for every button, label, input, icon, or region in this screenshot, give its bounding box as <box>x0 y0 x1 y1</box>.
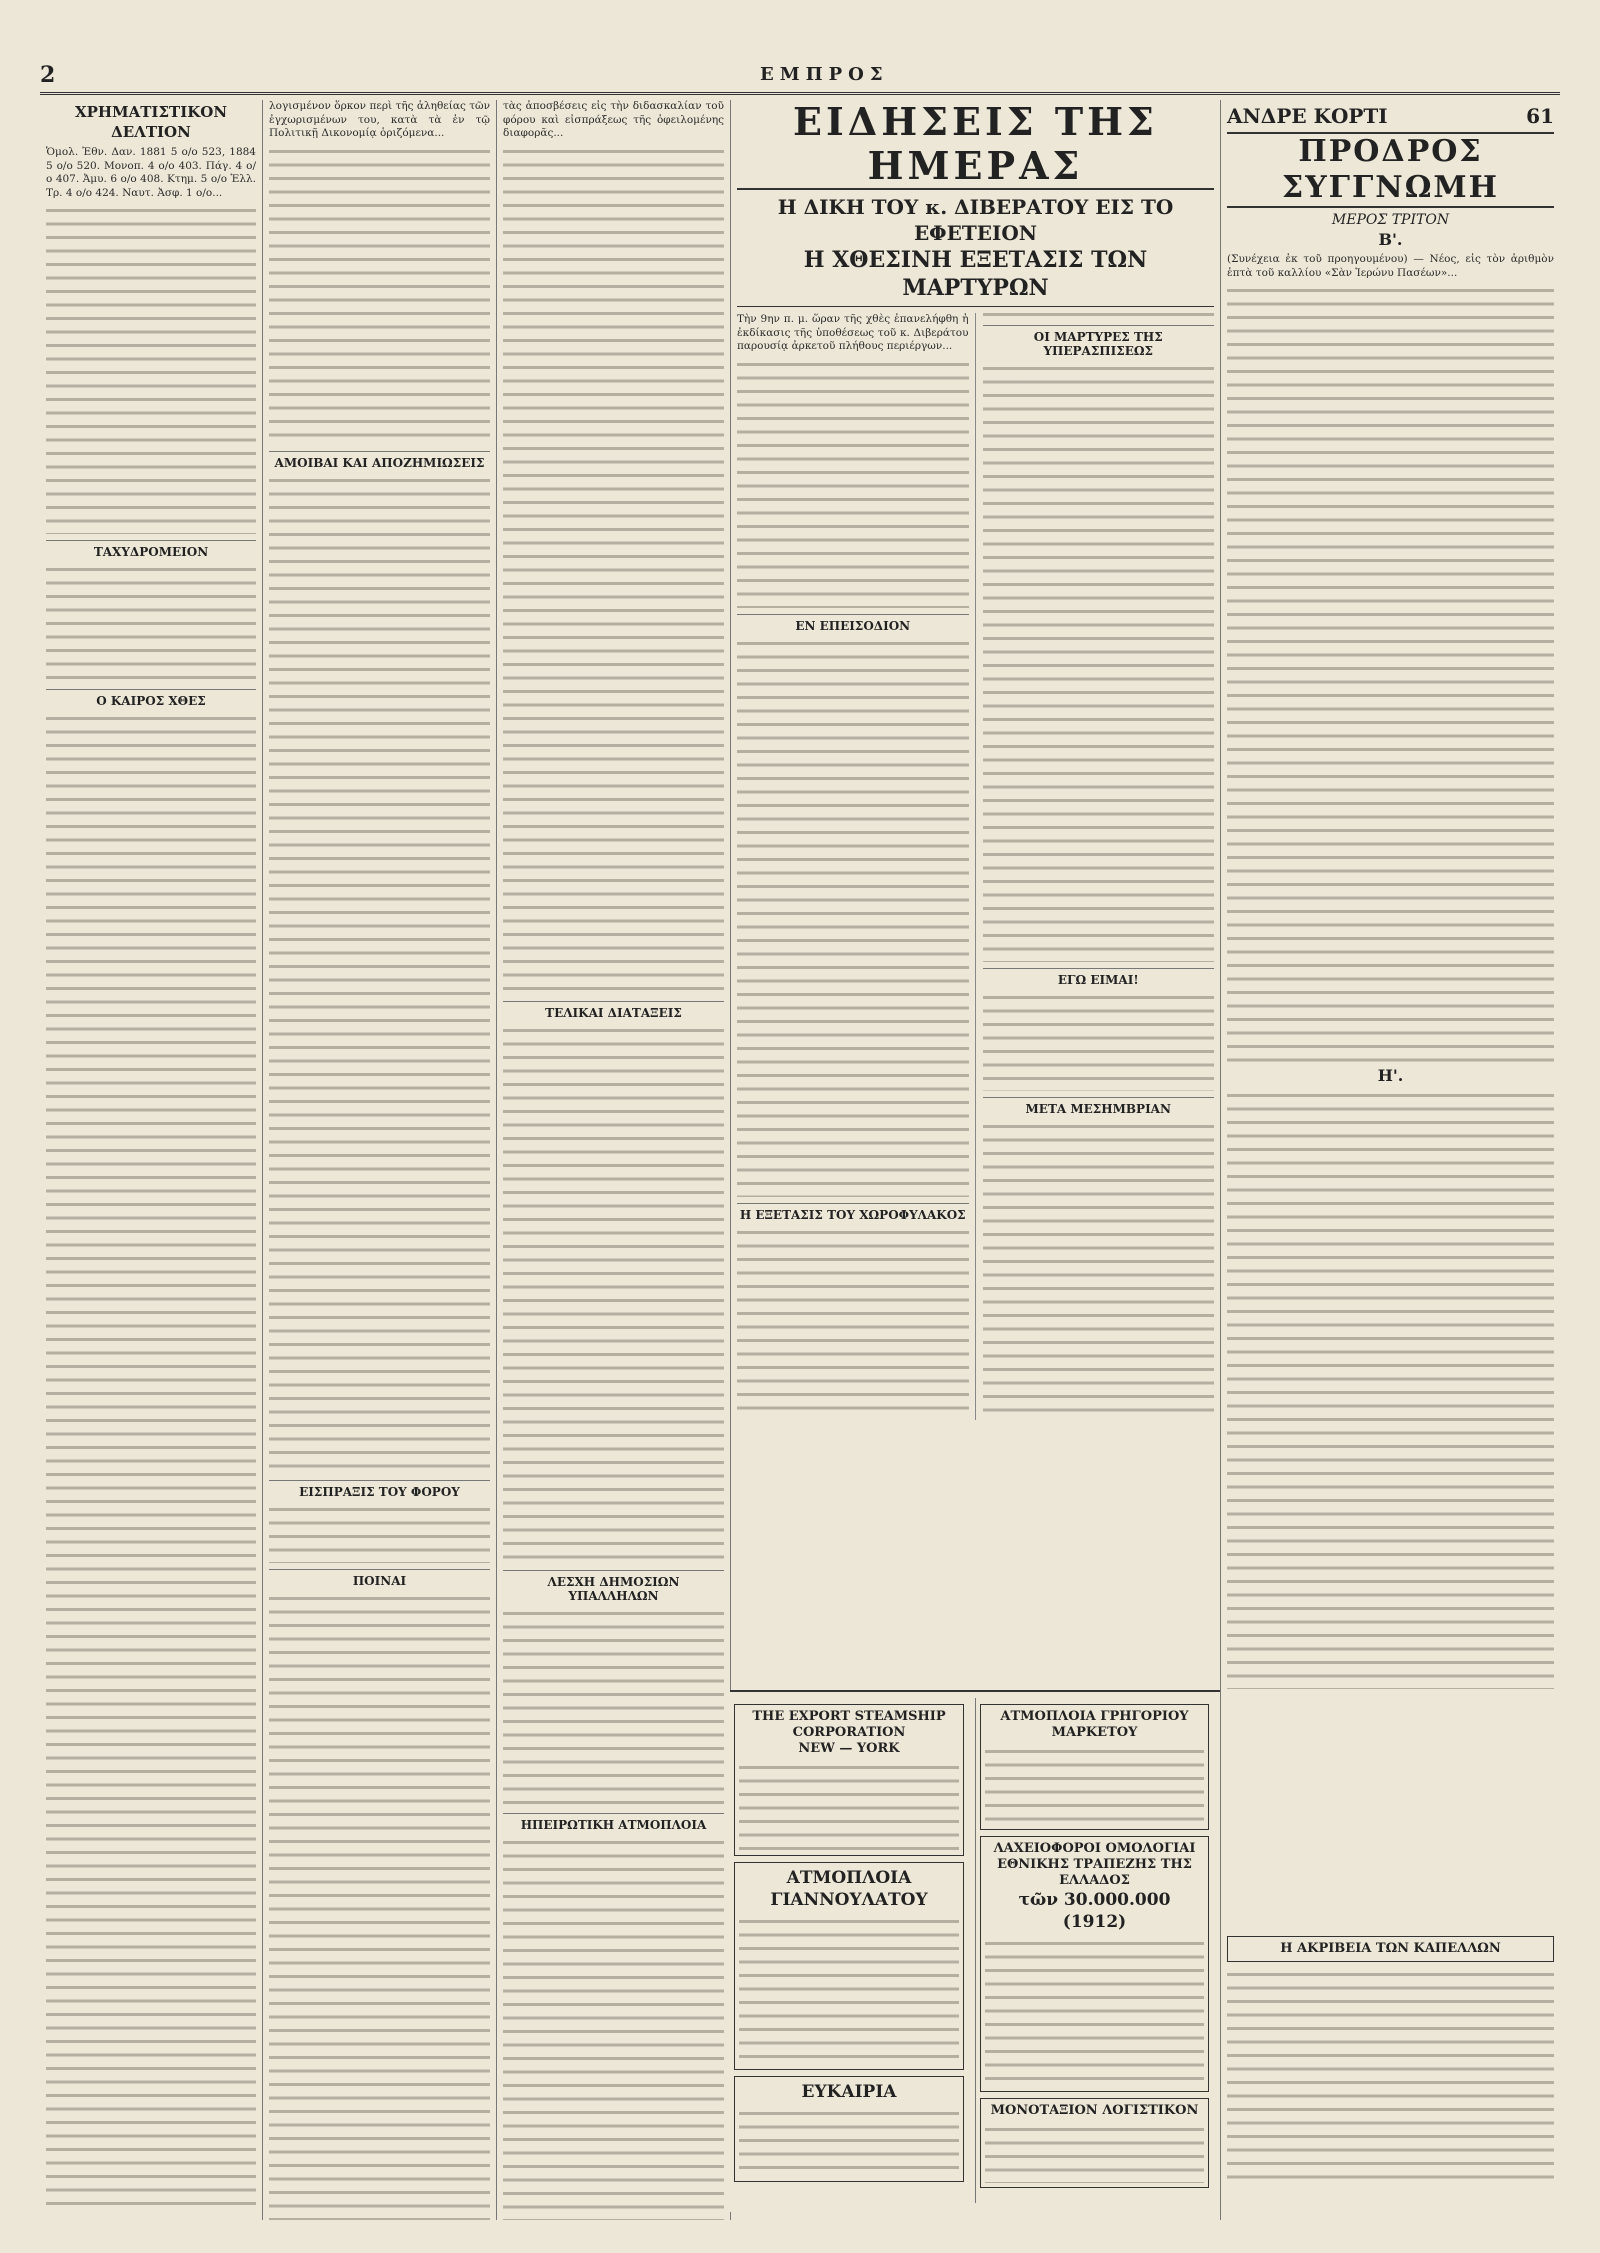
giannoulatos-body <box>739 1915 959 2065</box>
fees-heading: ΑΜΟΙΒΑΙ ΚΑΙ ΑΠΟΖΗΜΙΩΣΕΙΣ <box>269 451 490 470</box>
news-article <box>737 313 1214 1420</box>
opportunity-ad <box>734 2076 964 2182</box>
news-of-the-day-headline: ΕΙΔΗΣΕΙΣ ΤΗΣ ΗΜΕΡΑΣ <box>737 100 1214 190</box>
law-text-2-intro: τὰς ἀποσβέσεις εἰς τὴν διδασκαλίαν τοῦ φόρου καὶ εἰσπράξεως τῆς ὀφειλομένης διαφορᾶς... <box>503 100 724 139</box>
law2-body-3 <box>503 1607 724 1807</box>
giannoulatos-title: ΑΤΜΟΠΛΟΙΑ ΓΙΑΝΝΟΥΛΑΤΟΥ <box>770 1868 928 1910</box>
trial-headline: Η ΔΙΚΗ ΤΟΥ κ. ΔΙΒΕΡΑΤΟΥ ΕΙΣ ΤΟ ΕΦΕΤΕΙΟΝ <box>777 195 1174 245</box>
witness-examination-headline: Η ΧΘΕΣΙΝΗ ΕΞΕΤΑΣΙΣ ΤΩΝ ΜΑΡΤΥΡΩΝ <box>737 246 1214 307</box>
law2-body-4 <box>503 1836 724 2221</box>
afternoon-heading: ΜΕΤΑ ΜΕΣΗΜΒΡΙΑΝ <box>983 1097 1215 1116</box>
law-body-3 <box>269 1503 490 1563</box>
post-office-heading: ΤΑΧΥΔΡΟΜΕΙΟΝ <box>46 540 256 559</box>
news-body-6 <box>983 1120 1215 1420</box>
law-body-2 <box>269 474 490 1474</box>
gendarme-heading: Η ΕΞΕΤΑΣΙΣ ΤΟΥ ΧΩΡΟΦΥΛΑΚΟΣ <box>737 1203 969 1222</box>
law2-body-1 <box>503 145 724 995</box>
paper-name: ΕΜΠΡΟΣ <box>760 64 889 85</box>
accounting-school-body <box>985 2123 1204 2183</box>
columns <box>40 100 1560 2220</box>
hat-accuracy-box <box>1227 1936 1554 1962</box>
column-law-text-2 <box>496 100 730 2220</box>
news-body-2 <box>737 637 969 1197</box>
serial-lower-box <box>1227 1930 1554 2188</box>
export-steamship-ad <box>734 1704 964 1856</box>
page-number: 2 <box>40 62 56 88</box>
accounting-school-ad <box>980 2098 1209 2188</box>
shipping-ads-area <box>730 1690 1220 2212</box>
serial-author: ΑΝΔΡΕ ΚΟΡΤΙ <box>1227 104 1388 128</box>
financial-bulletin-title: ΧΡΗΜΑΤΙΣΤΙΚΟΝ ΔΕΛΤΙΟΝ <box>74 103 228 141</box>
final-provisions-heading: ΤΕΛΙΚΑΙ ΔΙΑΤΑΞΕΙΣ <box>503 1001 724 1020</box>
law2-body-2 <box>503 1024 724 1564</box>
news-intro: Τὴν 9ην π. μ. ὥραν τῆς χθὲς ἐπανελήφθη ἡ ἐκδίκασις τῆς ὑποθέσεως τοῦ κ. Διβεράτου παρουσίᾳ ἀρκετοῦ πλήθους περιέργων... <box>737 313 969 352</box>
law-body-4 <box>269 1592 490 2221</box>
accounting-school-title: ΜΟΝΟΤΑΞΙΟΝ ΛΟΓΙΣΤΙΚΟΝ <box>990 2103 1199 2118</box>
financial-body <box>46 204 256 534</box>
export-steamship-title: THE EXPORT STEAMSHIP CORPORATION <box>752 1709 946 1740</box>
column1-body <box>46 712 256 2212</box>
serial-chapter-b: Β'. <box>1378 230 1403 249</box>
serial-number: 61 <box>1526 104 1554 128</box>
opportunity-title: ΕΥΚΑΙΡΙΑ <box>801 2082 897 2102</box>
lottery-bonds-amount: τῶν 30.000.000 (1912) <box>1018 1890 1171 1932</box>
marketos-title: ΑΤΜΟΠΛΟΙΑ ΓΡΗΓΟΡΙΟΥ ΜΑΡΚΕΤΟΥ <box>1000 1709 1189 1740</box>
column-financial <box>40 100 262 2220</box>
hat-accuracy-body <box>1227 1968 1554 2188</box>
serial-header <box>1227 104 1554 128</box>
financial-text: Ὁμολ. Ἐθν. Δαν. 1881 5 ο/ο 523, 1884 5 ο/ο 520. Μονοπ. 4 ο/ο 403. Πάγ. 4 ο/ο 407. Ἀμυ. 6 ο/ο 408. Κτημ. 5 ο/ο Ἑλλ. Τρ. 4 ο/ο 424. Ναυτ. Ἀσφ. 1 ο/ο... <box>46 146 256 199</box>
law-text-intro: λογισμένον ὅρκον περὶ τῆς ἀληθείας τῶν ἐγχωρισμένων του, κατὰ τὰ ἐν τῷ Πολιτικῇ Δικονομίᾳ ὁριζόμενα... <box>269 100 490 139</box>
defense-witnesses-heading: ΟΙ ΜΑΡΤΥΡΕΣ ΤΗΣ ΥΠΕΡΑΣΠΙΣΕΩΣ <box>983 325 1215 358</box>
opportunity-body <box>739 2107 959 2177</box>
marketos-ad <box>980 1704 1209 1830</box>
lottery-bonds-ad <box>980 1836 1209 2092</box>
civil-servants-club-heading: ΛΕΣΧΗ ΔΗΜΟΣΙΩΝ ΥΠΑΛΛΗΛΩΝ <box>503 1570 724 1603</box>
column-serial <box>1220 100 1560 2220</box>
weather-heading: Ο ΚΑΙΡΟΣ ΧΘΕΣ <box>46 689 256 708</box>
tax-collection-heading: ΕΙΣΠΡΑΞΙΣ ΤΟΥ ΦΟΡΟΥ <box>269 1480 490 1499</box>
ads-left <box>730 1698 968 2188</box>
serial-intro: (Συνέχεια ἐκ τοῦ προηγουμένου) — Νέος, εἰς τὸν ἀριθμὸν ἑπτὰ τοῦ καλλίου «Σὰν Ἱερώνυ Πασέων»... <box>1227 253 1554 279</box>
giannoulatos-ad <box>734 1862 964 2070</box>
law-body-1 <box>269 145 490 445</box>
incident-heading: ΕΝ ΕΠΕΙΣΟΔΙΟΝ <box>737 614 969 633</box>
news-body-1 <box>737 358 969 608</box>
post-office-body <box>46 563 256 683</box>
hat-accuracy-title: Η ΑΚΡΙΒΕΙΑ ΤΩΝ ΚΑΠΕΛΛΩΝ <box>1280 1941 1501 1956</box>
masthead <box>40 62 1560 95</box>
penalties-heading: ΠΟΙΝΑΙ <box>269 1569 490 1588</box>
serial-body-1 <box>1227 284 1554 1064</box>
serial-chapter-h: Η'. <box>1377 1066 1404 1085</box>
serial-part: ΜΕΡΟΣ ΤΡΙΤΟΝ <box>1331 212 1450 228</box>
export-steamship-body <box>739 1761 959 1851</box>
export-steamship-sub: NEW — YORK <box>798 1741 900 1756</box>
news-body-4 <box>983 362 1215 962</box>
epirus-shipping-heading: ΗΠΕΙΡΩΤΙΚΗ ΑΤΜΟΠΛΟΙΑ <box>503 1813 724 1832</box>
serial-title: ΠΡΟΔΡΟΣ ΣΥΓΓΝΩΜΗ <box>1227 132 1554 208</box>
serial-body-2 <box>1227 1089 1554 1689</box>
lottery-bonds-body <box>985 1937 1204 2087</box>
lottery-bonds-title: ΛΑΧΕΙΟΦΟΡΟΙ ΟΜΟΛΟΓΙΑΙ ΕΘΝΙΚΗΣ ΤΡΑΠΕΖΗΣ ΤΗΣ ΕΛΛΑΔΟΣ <box>993 1841 1196 1888</box>
marketos-body <box>985 1745 1204 1825</box>
it-is-me-heading: ΕΓΩ ΕΙΜΑΙ! <box>983 968 1215 987</box>
ads-right <box>975 1698 1213 2203</box>
column-law-text <box>262 100 496 2220</box>
news-body-5 <box>983 991 1215 1091</box>
